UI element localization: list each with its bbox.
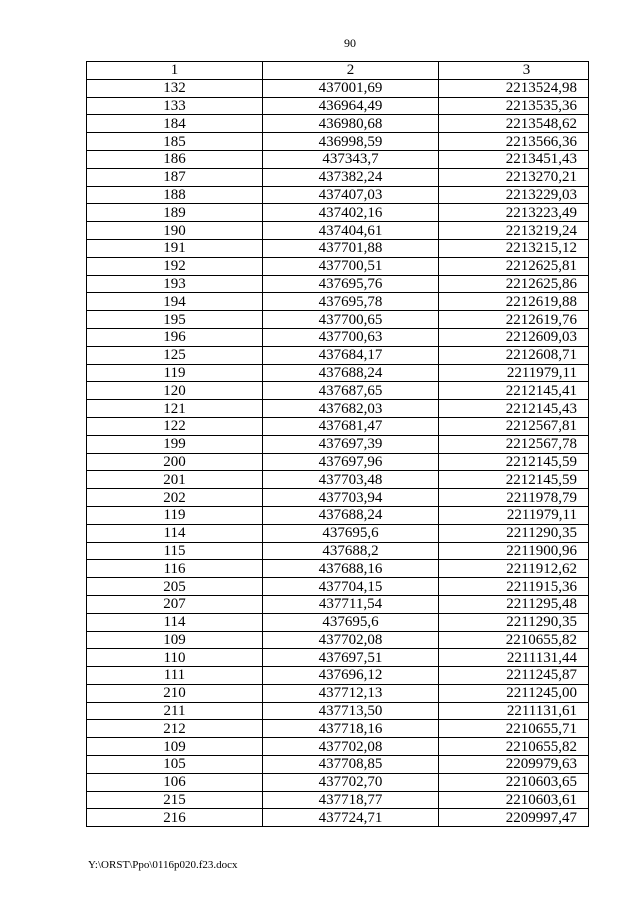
table-row <box>87 222 589 240</box>
column-1-cell: 122 <box>87 417 263 435</box>
column-2-cell: 437688,2 <box>263 542 439 560</box>
column-3-cell: 2213548,62 <box>439 115 589 133</box>
table-row <box>87 809 589 827</box>
table-row <box>87 649 589 667</box>
column-1-cell: 125 <box>87 346 263 364</box>
table-row <box>87 133 589 151</box>
column-3-cell: 2211915,36 <box>439 578 589 596</box>
page-number: 90 <box>344 36 356 50</box>
column-2-cell: 437343,7 <box>263 150 439 168</box>
table-row <box>87 631 589 649</box>
table-header <box>87 62 589 80</box>
column-3-cell: 2211131,44 <box>439 649 589 667</box>
column-3-cell: 2212145,41 <box>439 382 589 400</box>
column-3-cell: 2212567,78 <box>439 435 589 453</box>
column-2-cell: 437687,65 <box>263 382 439 400</box>
column-3-header: 3 <box>439 62 589 80</box>
table-row <box>87 560 589 578</box>
column-1-cell: 132 <box>87 79 263 97</box>
column-1-cell: 116 <box>87 560 263 578</box>
table-row <box>87 453 589 471</box>
column-3-cell: 2213215,12 <box>439 239 589 257</box>
column-2-cell: 436998,59 <box>263 133 439 151</box>
column-3-cell: 2213524,98 <box>439 79 589 97</box>
column-1-cell: 109 <box>87 738 263 756</box>
column-2-cell: 437404,61 <box>263 222 439 240</box>
column-2-cell: 437724,71 <box>263 809 439 827</box>
column-2-cell: 437712,13 <box>263 684 439 702</box>
column-2-cell: 437700,65 <box>263 311 439 329</box>
column-1-cell: 215 <box>87 791 263 809</box>
column-1-cell: 212 <box>87 720 263 738</box>
column-1-cell: 205 <box>87 578 263 596</box>
column-2-cell: 437708,85 <box>263 756 439 774</box>
column-3-cell: 2210655,71 <box>439 720 589 738</box>
column-1-cell: 121 <box>87 400 263 418</box>
column-3-cell: 2211295,48 <box>439 595 589 613</box>
table-header-row <box>87 62 589 80</box>
column-1-cell: 115 <box>87 542 263 560</box>
table-row <box>87 791 589 809</box>
column-2-cell: 437688,24 <box>263 506 439 524</box>
table-row <box>87 97 589 115</box>
column-2-cell: 436980,68 <box>263 115 439 133</box>
table-row <box>87 684 589 702</box>
table-body <box>87 79 589 826</box>
table-row <box>87 186 589 204</box>
column-1-cell: 191 <box>87 239 263 257</box>
column-2-cell: 437695,78 <box>263 293 439 311</box>
table-row <box>87 738 589 756</box>
column-3-cell: 2212625,81 <box>439 257 589 275</box>
column-3-cell: 2209979,63 <box>439 756 589 774</box>
table-row <box>87 702 589 720</box>
column-1-cell: 196 <box>87 328 263 346</box>
column-1-cell: 110 <box>87 649 263 667</box>
column-1-cell: 189 <box>87 204 263 222</box>
column-3-cell: 2209997,47 <box>439 809 589 827</box>
column-2-header: 2 <box>263 62 439 80</box>
table-row <box>87 311 589 329</box>
table-row <box>87 364 589 382</box>
table-row <box>87 595 589 613</box>
column-2-cell: 437402,16 <box>263 204 439 222</box>
column-3-cell: 2210603,65 <box>439 773 589 791</box>
column-1-cell: 186 <box>87 150 263 168</box>
column-1-cell: 185 <box>87 133 263 151</box>
column-1-cell: 187 <box>87 168 263 186</box>
column-1-cell: 202 <box>87 489 263 507</box>
column-3-cell: 2212145,43 <box>439 400 589 418</box>
column-3-cell: 2213451,43 <box>439 150 589 168</box>
table-row <box>87 471 589 489</box>
column-1-cell: 119 <box>87 364 263 382</box>
column-2-cell: 437703,94 <box>263 489 439 507</box>
column-1-cell: 109 <box>87 631 263 649</box>
table-row <box>87 382 589 400</box>
column-2-cell: 437688,24 <box>263 364 439 382</box>
table-row <box>87 115 589 133</box>
column-1-cell: 133 <box>87 97 263 115</box>
column-3-cell: 2211912,62 <box>439 560 589 578</box>
column-3-cell: 2213566,36 <box>439 133 589 151</box>
column-3-cell: 2212625,86 <box>439 275 589 293</box>
column-1-cell: 193 <box>87 275 263 293</box>
table-row <box>87 328 589 346</box>
column-2-cell: 437001,69 <box>263 79 439 97</box>
column-3-cell: 2212608,71 <box>439 346 589 364</box>
column-1-cell: 200 <box>87 453 263 471</box>
column-3-cell: 2211979,11 <box>439 506 589 524</box>
column-1-cell: 105 <box>87 756 263 774</box>
column-1-cell: 199 <box>87 435 263 453</box>
table-row <box>87 400 589 418</box>
table-row <box>87 524 589 542</box>
column-1-cell: 194 <box>87 293 263 311</box>
table-row <box>87 257 589 275</box>
table-row <box>87 667 589 685</box>
column-3-cell: 2212619,76 <box>439 311 589 329</box>
column-3-cell: 2213219,24 <box>439 222 589 240</box>
column-3-cell: 2211978,79 <box>439 489 589 507</box>
column-1-cell: 216 <box>87 809 263 827</box>
column-1-cell: 119 <box>87 506 263 524</box>
column-1-cell: 114 <box>87 524 263 542</box>
table-row <box>87 489 589 507</box>
column-1-cell: 210 <box>87 684 263 702</box>
table-row <box>87 168 589 186</box>
table-row <box>87 346 589 364</box>
column-3-cell: 2212145,59 <box>439 453 589 471</box>
column-3-cell: 2211245,00 <box>439 684 589 702</box>
table-row <box>87 79 589 97</box>
column-2-cell: 437697,96 <box>263 453 439 471</box>
column-1-cell: 211 <box>87 702 263 720</box>
column-3-cell: 2213535,36 <box>439 97 589 115</box>
column-3-cell: 2213229,03 <box>439 186 589 204</box>
column-3-cell: 2211900,96 <box>439 542 589 560</box>
column-2-cell: 436964,49 <box>263 97 439 115</box>
column-3-cell: 2210603,61 <box>439 791 589 809</box>
column-3-cell: 2211290,35 <box>439 524 589 542</box>
column-2-cell: 437695,76 <box>263 275 439 293</box>
column-1-cell: 192 <box>87 257 263 275</box>
column-3-cell: 2211245,87 <box>439 667 589 685</box>
column-3-cell: 2212145,59 <box>439 471 589 489</box>
column-3-cell: 2213270,21 <box>439 168 589 186</box>
column-1-cell: 184 <box>87 115 263 133</box>
column-2-cell: 437695,6 <box>263 524 439 542</box>
column-1-cell: 201 <box>87 471 263 489</box>
column-2-cell: 437702,70 <box>263 773 439 791</box>
table-row <box>87 435 589 453</box>
footer-file-path: Y:\ORST\Ppo\0116p020.f23.docx <box>88 859 238 871</box>
column-2-cell: 437700,63 <box>263 328 439 346</box>
column-1-cell: 114 <box>87 613 263 631</box>
column-2-cell: 437688,16 <box>263 560 439 578</box>
table-row <box>87 239 589 257</box>
column-2-cell: 437697,51 <box>263 649 439 667</box>
column-3-cell: 2212609,03 <box>439 328 589 346</box>
table-row <box>87 150 589 168</box>
column-2-cell: 437704,15 <box>263 578 439 596</box>
column-2-cell: 437407,03 <box>263 186 439 204</box>
column-1-cell: 207 <box>87 595 263 613</box>
table-row <box>87 293 589 311</box>
column-3-cell: 2212567,81 <box>439 417 589 435</box>
table-row <box>87 756 589 774</box>
table-row <box>87 773 589 791</box>
column-3-cell: 2211290,35 <box>439 613 589 631</box>
column-2-cell: 437382,24 <box>263 168 439 186</box>
table-row <box>87 506 589 524</box>
column-1-cell: 111 <box>87 667 263 685</box>
column-1-header: 1 <box>87 62 263 80</box>
table-row <box>87 204 589 222</box>
column-2-cell: 437684,17 <box>263 346 439 364</box>
column-3-cell: 2213223,49 <box>439 204 589 222</box>
column-2-cell: 437703,48 <box>263 471 439 489</box>
data-table <box>86 61 589 827</box>
column-2-cell: 437718,16 <box>263 720 439 738</box>
column-2-cell: 437681,47 <box>263 417 439 435</box>
column-1-cell: 190 <box>87 222 263 240</box>
column-2-cell: 437718,77 <box>263 791 439 809</box>
table-row <box>87 542 589 560</box>
column-1-cell: 195 <box>87 311 263 329</box>
column-3-cell: 2211979,11 <box>439 364 589 382</box>
table-row <box>87 578 589 596</box>
column-3-cell: 2210655,82 <box>439 631 589 649</box>
column-2-cell: 437713,50 <box>263 702 439 720</box>
column-2-cell: 437695,6 <box>263 613 439 631</box>
column-2-cell: 437700,51 <box>263 257 439 275</box>
column-2-cell: 437702,08 <box>263 631 439 649</box>
table-row <box>87 275 589 293</box>
column-2-cell: 437711,54 <box>263 595 439 613</box>
column-2-cell: 437696,12 <box>263 667 439 685</box>
column-2-cell: 437682,03 <box>263 400 439 418</box>
column-2-cell: 437697,39 <box>263 435 439 453</box>
table-row <box>87 417 589 435</box>
column-3-cell: 2210655,82 <box>439 738 589 756</box>
column-2-cell: 437702,08 <box>263 738 439 756</box>
column-3-cell: 2211131,61 <box>439 702 589 720</box>
table-row <box>87 720 589 738</box>
column-2-cell: 437701,88 <box>263 239 439 257</box>
table-row <box>87 613 589 631</box>
column-1-cell: 188 <box>87 186 263 204</box>
column-1-cell: 120 <box>87 382 263 400</box>
column-1-cell: 106 <box>87 773 263 791</box>
column-3-cell: 2212619,88 <box>439 293 589 311</box>
